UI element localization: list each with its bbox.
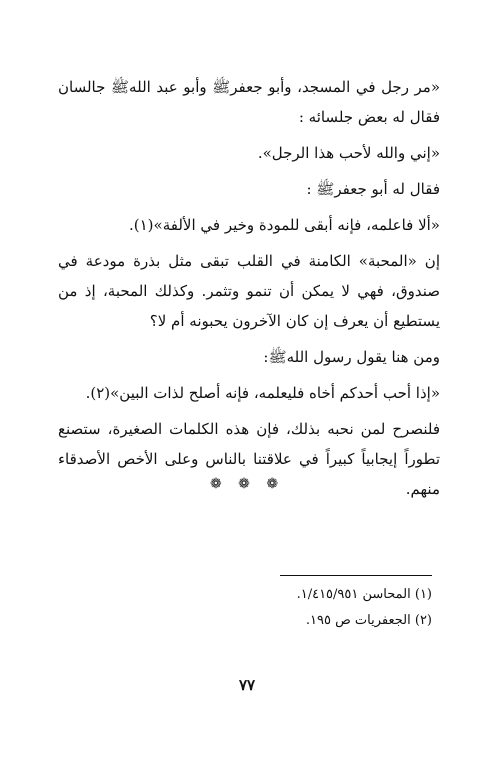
paragraph-7: «إذا أحب أحدكم أخاه فليعلمه، فإنه أصلح لذات البين»(٢). [85, 384, 440, 402]
footnote-divider [280, 575, 432, 576]
section-ornament: ❁ ❁ ❁ [209, 476, 285, 492]
footnote-2: (٢) الجعفريات ص ١٩٥. [305, 613, 432, 628]
paragraph-5: إن «المحبة» الكامنة في القلب تبقى مثل بذرة مودعة في صندوق، فهي لا يمكن أن تنمو وتثمر. وكذلك المحبة، إذ من يستطيع أن يعرف إن كان الآخرون يحبونه أم لا؟ [58, 252, 440, 330]
paragraph-2: «إني والله لأحب هذا الرجل». [257, 144, 440, 162]
paragraph-3: فقال له أبو جعفرﷺ : [306, 180, 440, 198]
footnotes [180, 582, 432, 634]
page-number: ٧٧ [238, 676, 256, 694]
footnote-1: (١) المحاسن ١/٤١٥/٩٥١. [296, 587, 432, 602]
body-text [58, 72, 440, 510]
paragraph-1: «مر رجل في المسجد، وأبو جعفرﷺ وأبو عبد اللهﷺ جالسان فقال له بعض جلسائه : [58, 78, 440, 126]
paragraph-4: «ألا فاعلمه، فإنه أبقى للمودة وخير في الألفة»(١). [128, 216, 440, 234]
paragraph-8: فلنصرح لمن نحبه بذلك، فإن هذه الكلمات الصغيرة، ستصنع تطوراً إيجابياً كبيراً في علاقتنا بالناس وعلى الأخص الأصدقاء منهم. [58, 420, 440, 498]
paragraph-6: ومن هنا يقول رسول اللهﷺ: [263, 348, 440, 366]
